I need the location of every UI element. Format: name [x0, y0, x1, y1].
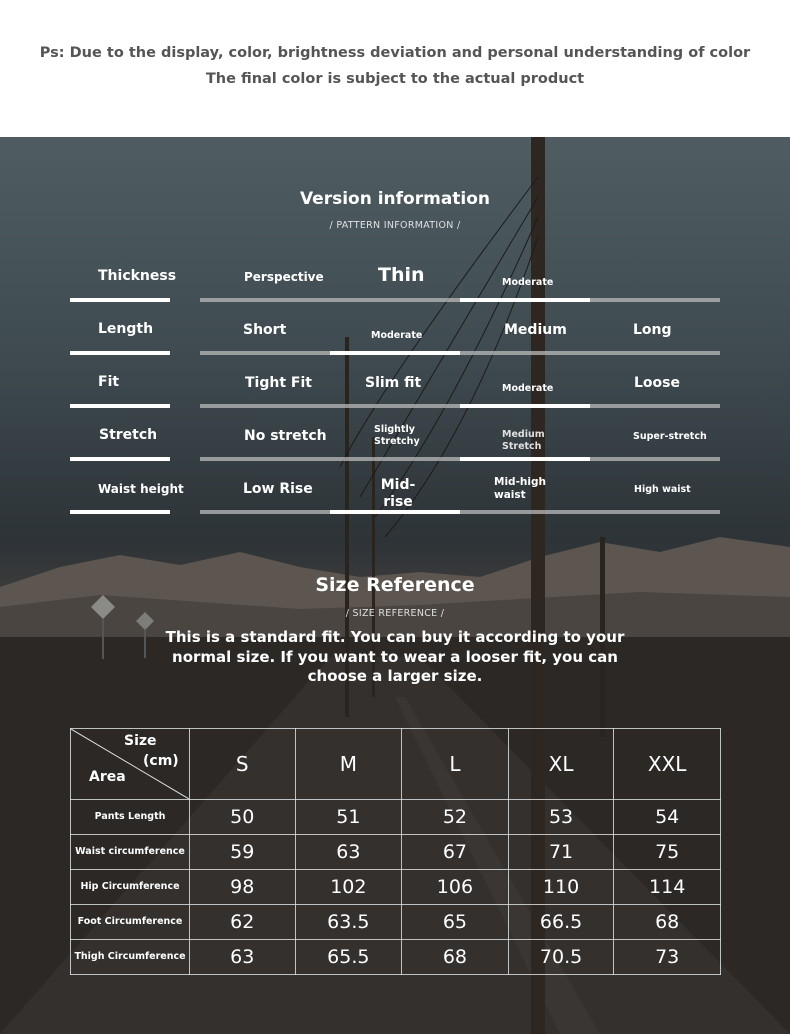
table-cell: 98: [190, 870, 296, 905]
header-unit-label: (cm): [143, 753, 179, 769]
table-cell: 51: [295, 800, 402, 835]
header-area-label: Area: [89, 769, 126, 785]
option-low-rise: Low Rise: [243, 481, 313, 497]
size-title: Size Reference: [315, 574, 475, 596]
table-cell: 65: [402, 905, 509, 940]
table-row: [71, 835, 721, 870]
disclaimer-line-2: The final color is subject to the actual product: [205, 71, 585, 87]
fit-description: This is a standard fit. You can buy it according to your normal size. If you want to wear a looser fit, you can choose a larger size.: [165, 628, 625, 685]
option-loose: Loose: [634, 375, 680, 391]
table-cell: 75: [614, 835, 721, 870]
option-slim-fit: Slim fit: [365, 375, 422, 391]
table-cell: 50: [190, 800, 296, 835]
row-label-underline: [70, 457, 170, 461]
option-mid-rise: Mid-rise: [380, 477, 416, 510]
table-row: [71, 800, 721, 835]
column-header-xl: XL: [508, 729, 614, 800]
table-cell: 73: [614, 940, 721, 975]
table-cell: 52: [402, 800, 509, 835]
row-label-underline: [70, 404, 170, 408]
option-mid-high-waist: Mid-high waist: [494, 476, 546, 501]
column-header-l: L: [402, 729, 509, 800]
size-table-header: [71, 729, 721, 800]
table-cell: 110: [508, 870, 614, 905]
option-moderate: Moderate: [371, 330, 423, 341]
table-cell: 63: [190, 940, 296, 975]
table-cell: 68: [614, 905, 721, 940]
table-row: [71, 940, 721, 975]
row-label-underline: [70, 510, 170, 514]
selected-marker: [460, 404, 590, 408]
table-cell: 59: [190, 835, 296, 870]
table-cell: 65.5: [295, 940, 402, 975]
size-table: [70, 728, 721, 975]
option-moderate: Moderate: [502, 277, 554, 288]
option-no-stretch: No stretch: [244, 428, 327, 444]
table-cell: 63: [295, 835, 402, 870]
table-cell: 114: [614, 870, 721, 905]
option-high-waist: High waist: [634, 484, 691, 495]
selected-marker: [460, 298, 590, 302]
color-disclaimer: [0, 0, 790, 137]
option-short: Short: [243, 322, 287, 338]
header-size-label: Size: [124, 733, 157, 749]
selected-marker: [460, 457, 590, 461]
selected-marker: [330, 510, 460, 514]
option-thin: Thin: [378, 264, 425, 286]
row-header: Thigh Circumference: [71, 940, 190, 975]
selected-marker: [330, 351, 460, 355]
scale-track: [200, 351, 720, 355]
table-cell: 62: [190, 905, 296, 940]
row-label: Waist height: [98, 482, 184, 496]
table-cell: 66.5: [508, 905, 614, 940]
table-row: [71, 905, 721, 940]
table-cell: 53: [508, 800, 614, 835]
row-header: Hip Circumference: [71, 870, 190, 905]
option-tight-fit: Tight Fit: [245, 375, 312, 391]
option-super-stretch: Super-stretch: [633, 431, 707, 442]
row-label-underline: [70, 298, 170, 302]
row-label: Length: [98, 321, 154, 337]
version-subtitle: / PATTERN INFORMATION /: [329, 220, 461, 231]
row-label: Fit: [98, 374, 120, 390]
disclaimer-line-1: Ps: Due to the display, color, brightness deviation and personal understanding of color: [39, 45, 751, 61]
column-header-s: S: [190, 729, 296, 800]
row-label: Stretch: [99, 427, 158, 443]
option-medium: Medium: [504, 322, 567, 338]
table-cell: 70.5: [508, 940, 614, 975]
version-title: Version information: [299, 189, 491, 209]
row-header: Waist circumference: [71, 835, 190, 870]
option-medium-stretch: Medium Stretch: [502, 429, 545, 452]
option-perspective: Perspective: [244, 270, 324, 284]
table-cell: 67: [402, 835, 509, 870]
size-subtitle: / SIZE REFERENCE /: [345, 608, 445, 619]
scale-track: [200, 510, 720, 514]
table-row: [71, 870, 721, 905]
option-moderate: Moderate: [502, 383, 554, 394]
table-cell: 68: [402, 940, 509, 975]
row-label-underline: [70, 351, 170, 355]
option-slightly-stretchy: Slightly Stretchy: [374, 424, 420, 447]
row-label: Thickness: [98, 268, 177, 284]
option-long: Long: [633, 322, 672, 338]
header-corner-cell: [71, 729, 190, 800]
row-header: Foot Circumference: [71, 905, 190, 940]
column-header-m: M: [295, 729, 402, 800]
table-cell: 106: [402, 870, 509, 905]
table-cell: 63.5: [295, 905, 402, 940]
table-cell: 102: [295, 870, 402, 905]
column-header-xxl: XXL: [614, 729, 721, 800]
row-header: Pants Length: [71, 800, 190, 835]
table-cell: 54: [614, 800, 721, 835]
table-cell: 71: [508, 835, 614, 870]
